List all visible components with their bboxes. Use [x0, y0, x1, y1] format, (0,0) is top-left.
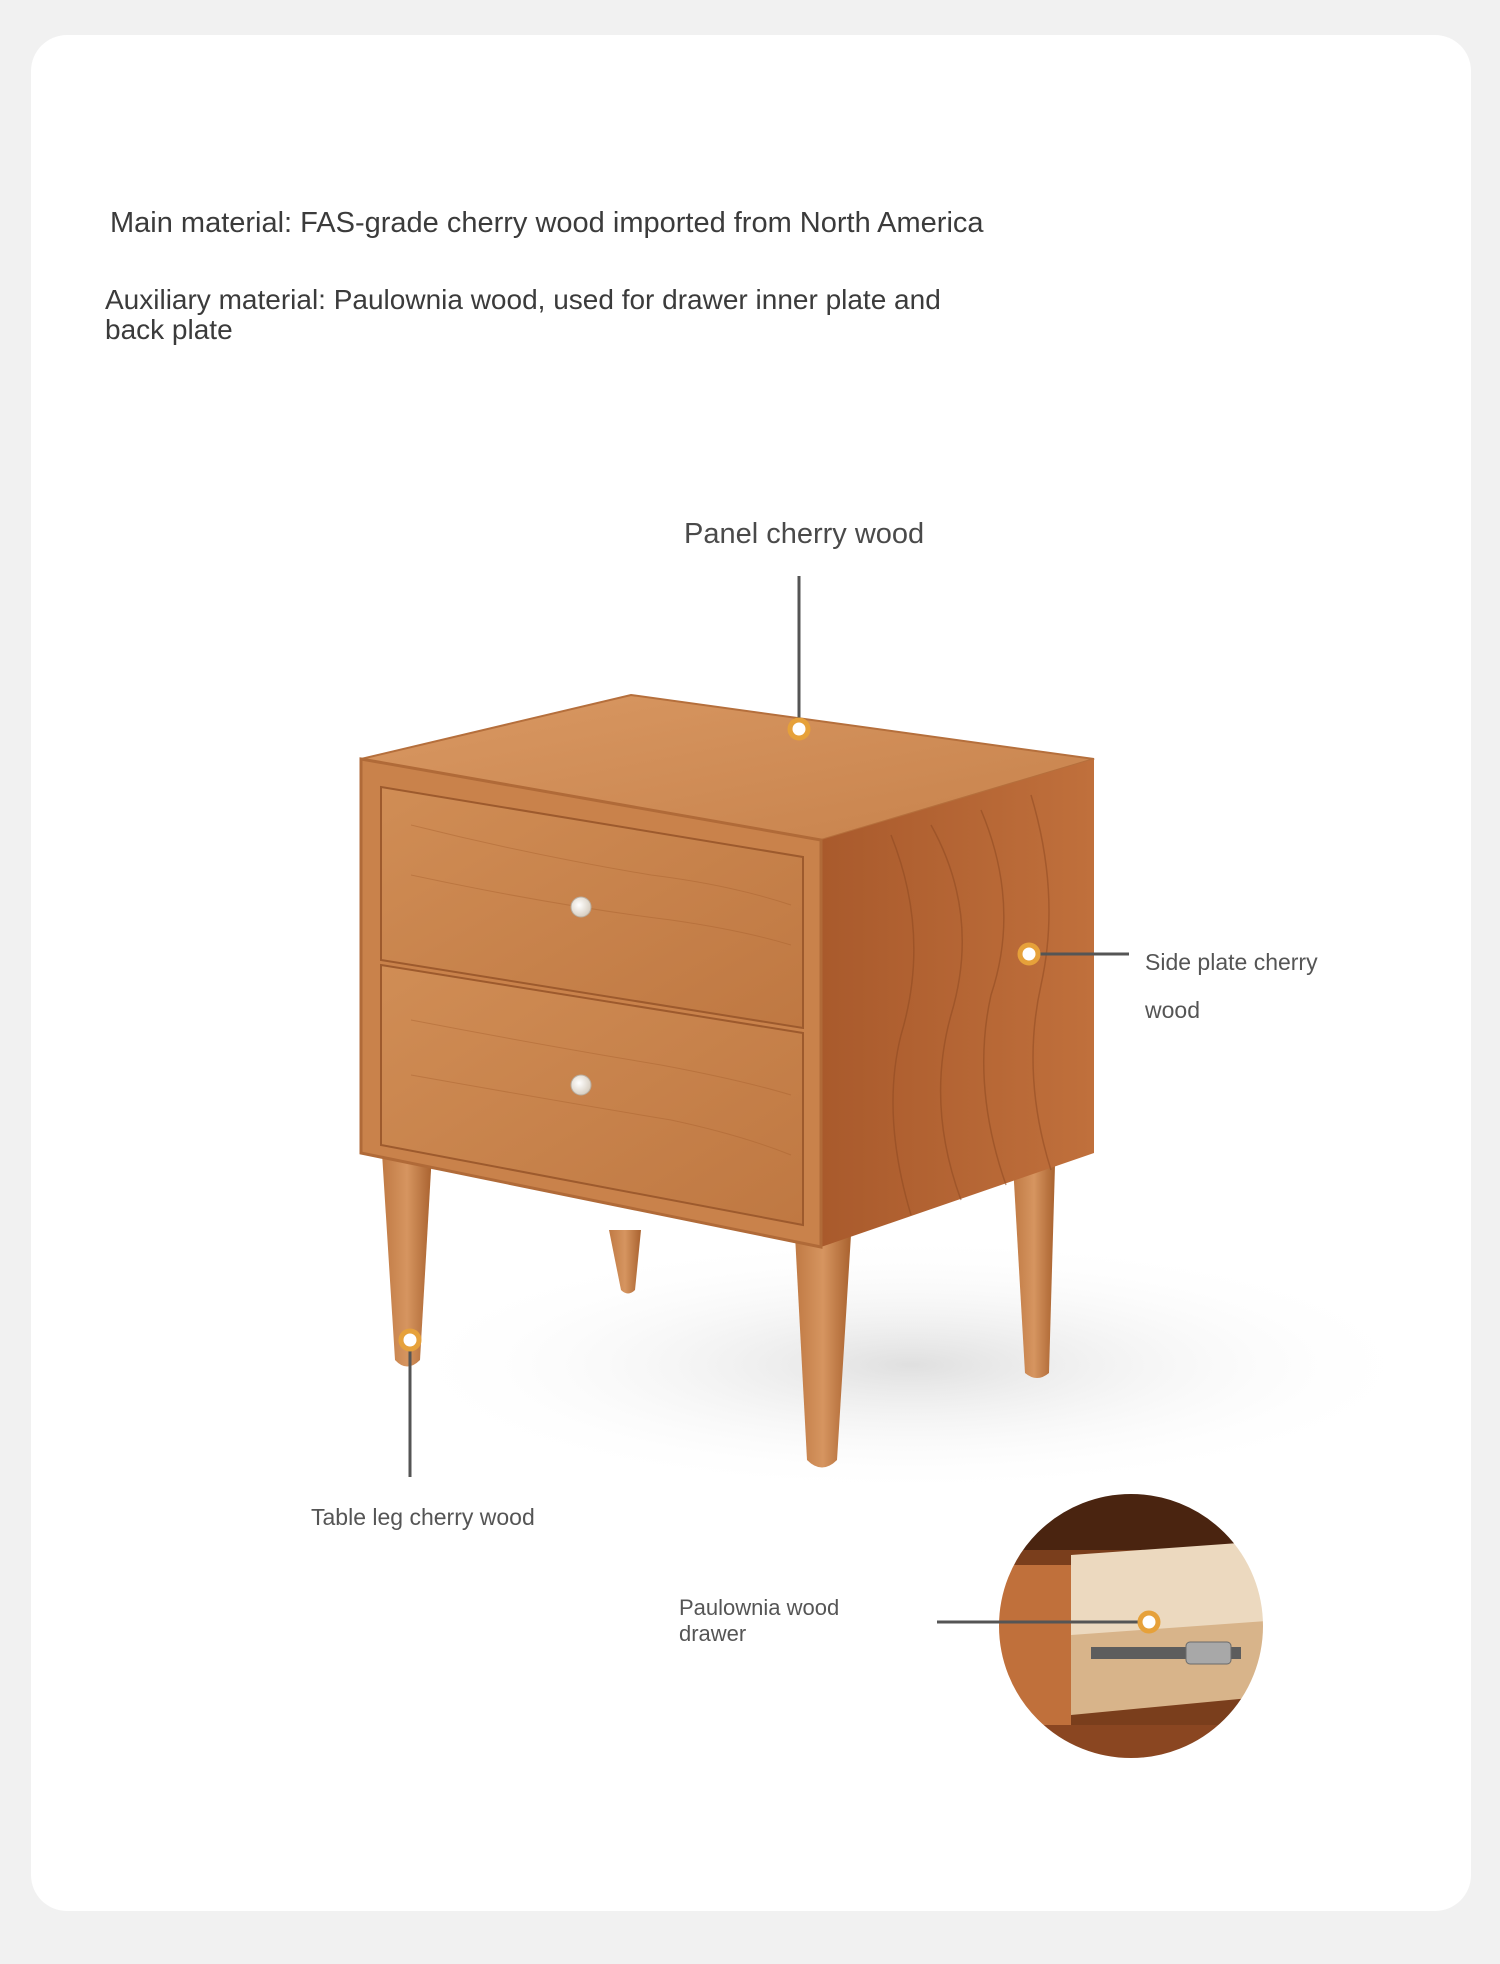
panel-marker [790, 720, 808, 738]
drawer-marker [1140, 1613, 1158, 1631]
drawer-detail-inset [991, 1485, 1281, 1785]
floor-shadow [391, 1235, 1431, 1495]
main-material-text: Main material: FAS-grade cherry wood imported from North America [110, 207, 984, 239]
panel-callout-label: Panel cherry wood [684, 518, 925, 550]
table-leg-marker [401, 1331, 419, 1349]
drawer-callout-label: Paulownia wood drawer [679, 1595, 840, 1646]
product-detail-card [31, 35, 1471, 1911]
auxiliary-material-text: Auxiliary material: Paulownia wood, used for drawer inner plate and back plate [105, 284, 941, 345]
lower-drawer-knob [571, 1075, 591, 1095]
side-plate-marker [1020, 945, 1038, 963]
table-leg-callout-label: Table leg cherry wood [311, 1504, 535, 1530]
side-plate-callout-label: Side plate cherry wood [1145, 949, 1318, 1023]
upper-drawer-knob [571, 897, 591, 917]
